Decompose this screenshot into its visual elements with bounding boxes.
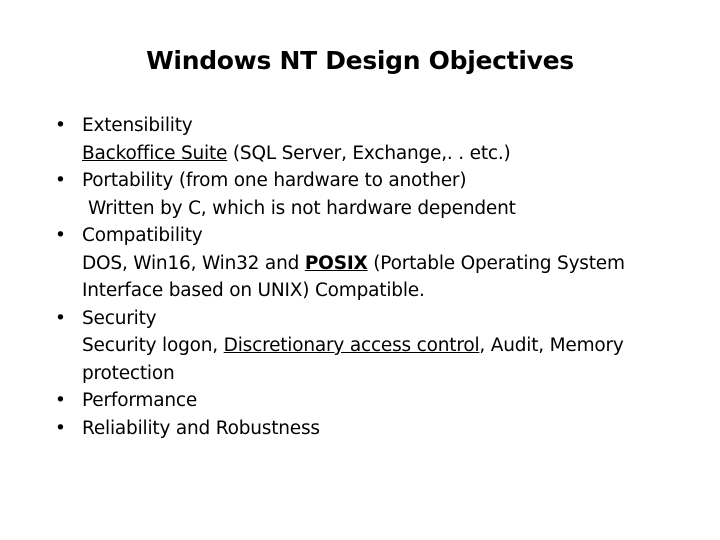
item-label: Reliability and Robustness — [82, 417, 320, 439]
detail-text: , Audit, Memory protection — [82, 335, 624, 384]
list-item-compatibility — [55, 222, 695, 250]
bullet-icon: • — [55, 417, 66, 439]
underlined-term: Discretionary access control — [223, 335, 480, 356]
item-label: Extensibility — [82, 115, 193, 136]
bullet-icon: • — [55, 170, 66, 191]
bullet-icon: • — [55, 115, 66, 136]
list-item-portability — [55, 167, 695, 195]
item-label: Security — [82, 307, 157, 329]
detail-text: (SQL Server, Exchange,. . etc.) — [227, 142, 511, 164]
slide-title: Windows NT Design Objectives — [146, 46, 574, 75]
underlined-term: Backoffice Suite — [82, 142, 228, 164]
item-label: Compatibility — [82, 225, 203, 246]
detail-compatibility — [55, 250, 695, 305]
bullet-icon: • — [55, 390, 66, 411]
detail-portability — [55, 195, 695, 223]
underlined-term: POSIX — [304, 252, 368, 274]
list-item-extensibility — [55, 112, 695, 140]
detail-text: (Portable Operating System Interface based on UNIX) Compatible. — [82, 252, 625, 301]
detail-extensibility — [55, 140, 695, 168]
bullet-list — [55, 112, 695, 442]
detail-security — [55, 332, 695, 387]
list-item-reliability — [55, 415, 695, 443]
detail-text: DOS, Win16, Win32 and — [82, 252, 305, 274]
bullet-icon: • — [55, 307, 66, 329]
detail-text: Security logon, — [82, 335, 224, 356]
detail-text: Written by C, which is not hardware dependent — [88, 197, 516, 219]
list-item-security — [55, 305, 695, 333]
item-label: Performance — [82, 390, 198, 411]
item-label: Portability (from one hardware to another) — [82, 170, 467, 191]
bullet-icon: • — [55, 225, 66, 246]
list-item-performance — [55, 387, 695, 415]
